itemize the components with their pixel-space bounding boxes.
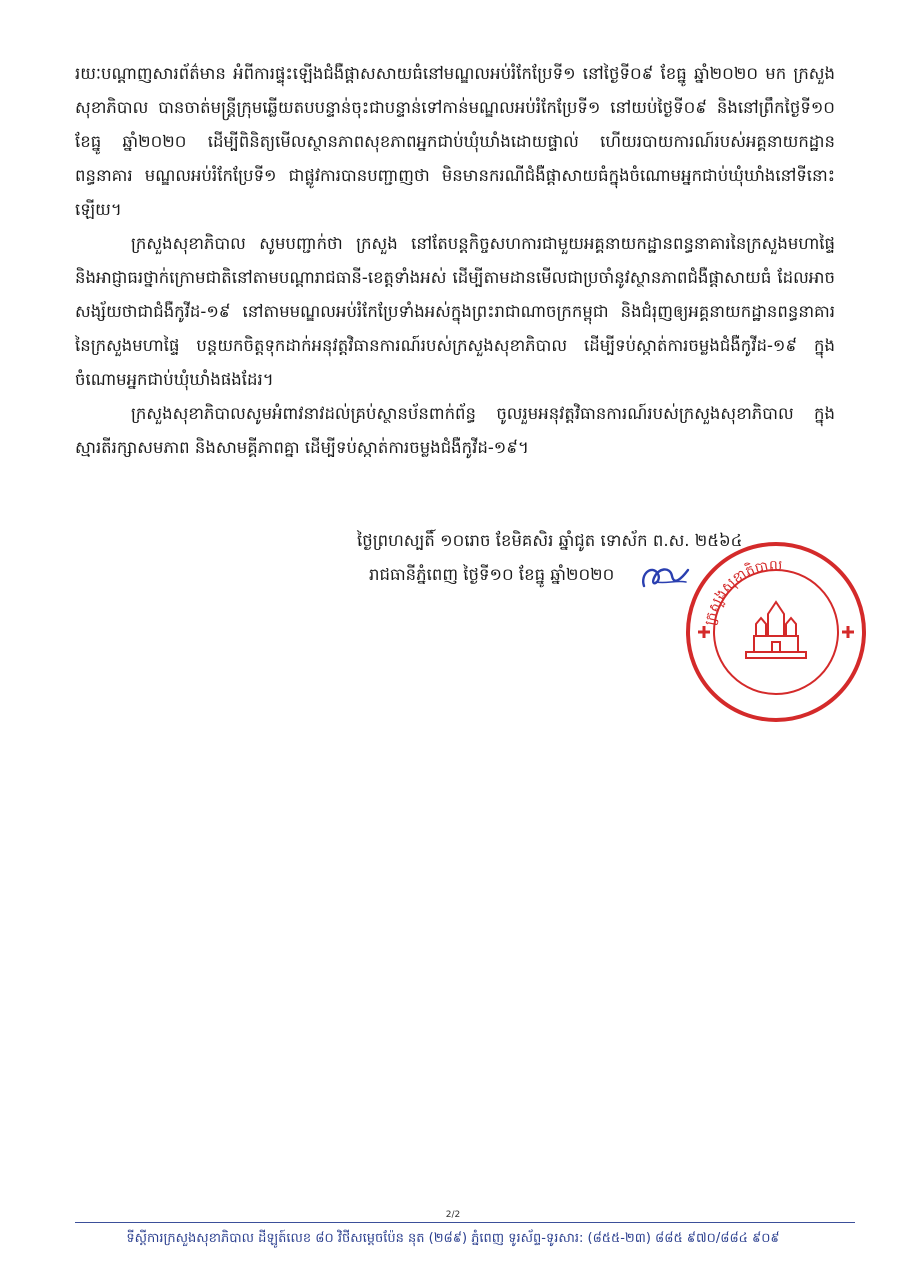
footer-address: ទីស្ដីការក្រសួងសុខាភិបាល ដីឡូត៍លេខ ៨០ វិថីសម្ដេចប៉ែន នុត (២៨៩) ភ្នំពេញ ទូរស័ព្ទ-ទូរសារ: (៨៥៥-២៣) ៨៨៥ ៩៧០/៨៨៤ ៩០៩ (126, 1231, 780, 1246)
paragraph-2: ក្រសួងសុខាភិបាល សូមបញ្ជាក់ថា ក្រសួង នៅតែបន្តកិច្ចសហការជាមួយអគ្គនាយកដ្ឋានពន្ធនាគារនៃក្រសួងមហាផ្ទៃ និងអាជ្ញាធរថ្នាក់ក្រោមជាតិនៅតាមបណ្ដារាជធានី-ខេត្តទាំងអស់ ដើម្បីតាមដានមើលជាប្រចាំនូវស្ថានភាពជំងឺផ្ដាសាយធំ ដែលអាចសង្ស័យថាជាជំងឺកូវីដ-១៩ នៅតាមមណ្ឌលអប់រំកែប្រែទាំងអស់ក្នុងព្រះរាជាណាចក្រកម្ពុជា និងជំរុញឲ្យអគ្គនាយកដ្ឋានពន្ធនាគារនៃក្រសួងមហាផ្ទៃ បន្តយកចិត្តទុកដាក់អនុវត្តវិធានការណ៍របស់ក្រសួងសុខាភិបាល ដើម្បីទប់ស្កាត់ការចម្លងជំងឺកូវីដ-១៩ ក្នុងចំណោមអ្នកជាប់ឃុំឃាំងផងដែរ។ (75, 234, 835, 389)
paragraph-3: ក្រសួងសុខាភិបាលសូមអំពាវនាវដល់គ្រប់ស្ថានប័នពាក់ព័ន្ធ ចូលរួមអនុវត្តវិធានការណ៍របស់ក្រសួងសុខាភិបាល ក្នុងស្មារតីរក្សាសមភាព និងសាមគ្គីភាពគ្នា ដើម្បីទប់ស្កាត់ការចម្លងជំងឺកូវីដ-១៩។ (75, 404, 835, 457)
body-text (75, 57, 835, 465)
page-number: 2/2 (445, 1210, 461, 1220)
seal-text: ក្រសួងសុខាភិបាល (702, 557, 783, 627)
date-solar: រាជធានីភ្នំពេញ ថ្ងៃទី១០ ខែធ្នូ ឆ្នាំ២០២០ (369, 565, 615, 584)
footer-divider (75, 1222, 855, 1223)
angkor-temple-icon (746, 602, 806, 658)
date-lunar: ថ្ងៃព្រហស្បតិ៍ ១០រោច ខែមិគសិរ ឆ្នាំជូត ទោស័ក ព.ស. ២៥៦៤ (357, 531, 743, 550)
paragraph-1: រយៈបណ្ដាញសារព័ត៌មាន អំពីការផ្ទុះឡើងជំងឺផ្ដាសសាយធំនៅមណ្ឌលអប់រំកែប្រែទី១ នៅថ្ងៃទី០៩ ខែធ្នូ ឆ្នាំ២០២០ មក ក្រសួងសុខាភិបាល បានចាត់មន្ត្រីក្រុមឆ្លើយតបបន្ទាន់ចុះជាបន្ទាន់ទៅកាន់មណ្ឌលអប់រំកែប្រែទី១ នៅយប់ថ្ងៃទី០៩ និងនៅព្រឹកថ្ងៃទី១០ ខែធ្នូ ឆ្នាំ២០២០ ដើម្បីពិនិត្យមើលស្ថានភាពសុខភាពអ្នកជាប់ឃុំឃាំងដោយផ្ទាល់ ហើយរបាយការណ៍របស់អគ្គនាយកដ្ឋានពន្ធនាគារ មណ្ឌលអប់រំកែប្រែទី១ ជាផ្លូវការបានបញ្ជាញថា មិនមានករណីជំងឺផ្ដាសាយធំក្នុងចំណោមអ្នកជាប់ឃុំឃាំងនៅទីនោះឡើយ។ (75, 64, 835, 219)
ministry-seal (684, 540, 868, 724)
